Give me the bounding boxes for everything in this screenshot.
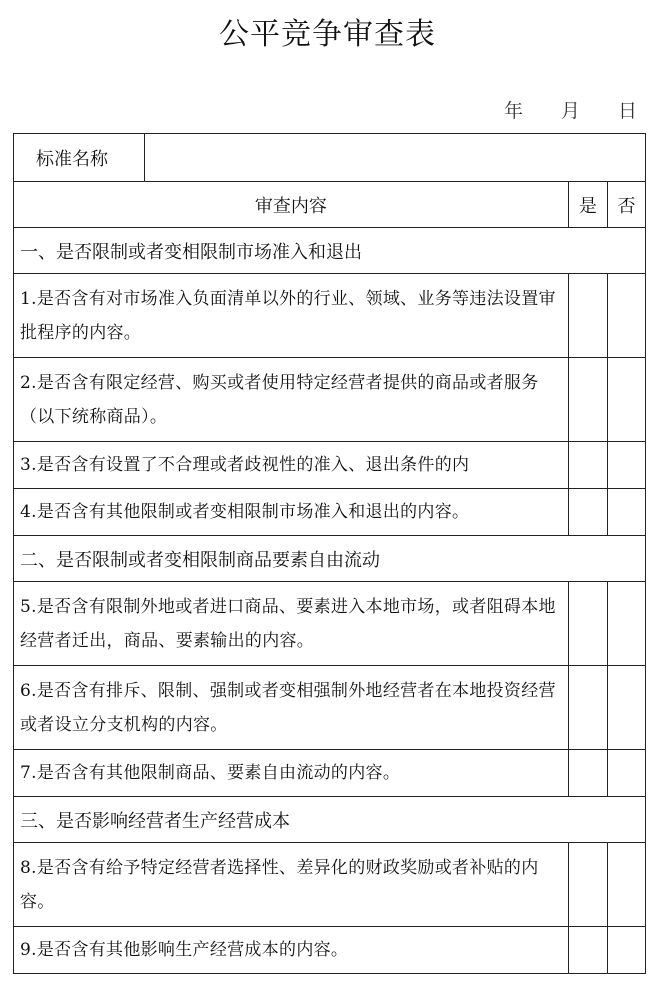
no-checkbox-cell[interactable]: [607, 666, 645, 750]
yes-checkbox-cell[interactable]: [568, 442, 607, 489]
yes-checkbox-cell[interactable]: [568, 274, 607, 358]
page-title: 公平竞争审查表: [219, 17, 436, 52]
table-row: [14, 442, 646, 489]
item-text: 8.是否含有给予特定经营者选择性、差异化的财政奖励或者补贴的内容。: [14, 843, 569, 927]
item-text: 5.是否含有限制外地或者进口商品、要素进入本地市场，或者阻碍本地经营者迁出，商品、要素输出的内容。: [14, 582, 569, 666]
item-text: 2.是否含有限定经营、购买或者使用特定经营者提供的商品或者服务（以下统称商品）。: [14, 358, 569, 442]
item-text: 9.是否含有其他影响生产经营成本的内容。: [14, 927, 569, 974]
header-no: 否: [607, 182, 645, 228]
table-row: [14, 358, 646, 442]
standard-name-field[interactable]: [145, 134, 646, 181]
date-line: [504, 96, 637, 123]
date-day-label: 日: [617, 100, 637, 122]
table-row: [14, 489, 646, 536]
yes-checkbox-cell[interactable]: [568, 358, 607, 442]
no-checkbox-cell[interactable]: [607, 927, 645, 974]
table-row: [14, 927, 646, 974]
no-checkbox-cell[interactable]: [607, 582, 645, 666]
no-checkbox-cell[interactable]: [607, 750, 645, 797]
yes-checkbox-cell[interactable]: [568, 843, 607, 927]
table-row: [14, 843, 646, 927]
section-heading: 一、是否限制或者变相限制市场准入和退出: [14, 228, 646, 274]
header-yes: 是: [568, 182, 607, 228]
yes-checkbox-cell[interactable]: [568, 582, 607, 666]
no-checkbox-cell[interactable]: [607, 843, 645, 927]
standard-name-row: [14, 134, 646, 182]
yes-checkbox-cell[interactable]: [568, 489, 607, 536]
date-year-label: 年: [503, 100, 523, 122]
header-content: 审查内容: [14, 182, 569, 228]
item-text: 6.是否含有排斥、限制、强制或者变相强制外地经营者在本地投资经营或者设立分支机构的内容。: [14, 666, 569, 750]
no-checkbox-cell[interactable]: [607, 358, 645, 442]
review-table: [13, 133, 646, 974]
section-row: [14, 536, 646, 582]
table-row: [14, 666, 646, 750]
item-text: 4.是否含有其他限制或者变相限制市场准入和退出的内容。: [14, 489, 569, 536]
table-header-row: [14, 182, 646, 228]
standard-name-label: 标准名称: [14, 134, 145, 181]
table-row: [14, 582, 646, 666]
table-row: [14, 750, 646, 797]
section-heading: 二、是否限制或者变相限制商品要素自由流动: [14, 536, 646, 582]
yes-checkbox-cell[interactable]: [568, 666, 607, 750]
item-text: 3.是否含有设置了不合理或者歧视性的准入、退出条件的内: [14, 442, 569, 489]
item-text: 7.是否含有其他限制商品、要素自由流动的内容。: [14, 750, 569, 797]
item-text: 1.是否含有对市场准入负面清单以外的行业、领域、业务等违法设置审批程序的内容。: [14, 274, 569, 358]
section-row: [14, 228, 646, 274]
yes-checkbox-cell[interactable]: [568, 927, 607, 974]
table-row: [14, 274, 646, 358]
yes-checkbox-cell[interactable]: [568, 750, 607, 797]
section-heading: 三、是否影响经营者生产经营成本: [14, 797, 646, 843]
date-month-label: 月: [560, 100, 580, 122]
section-row: [14, 797, 646, 843]
no-checkbox-cell[interactable]: [607, 274, 645, 358]
no-checkbox-cell[interactable]: [607, 489, 645, 536]
no-checkbox-cell[interactable]: [607, 442, 645, 489]
